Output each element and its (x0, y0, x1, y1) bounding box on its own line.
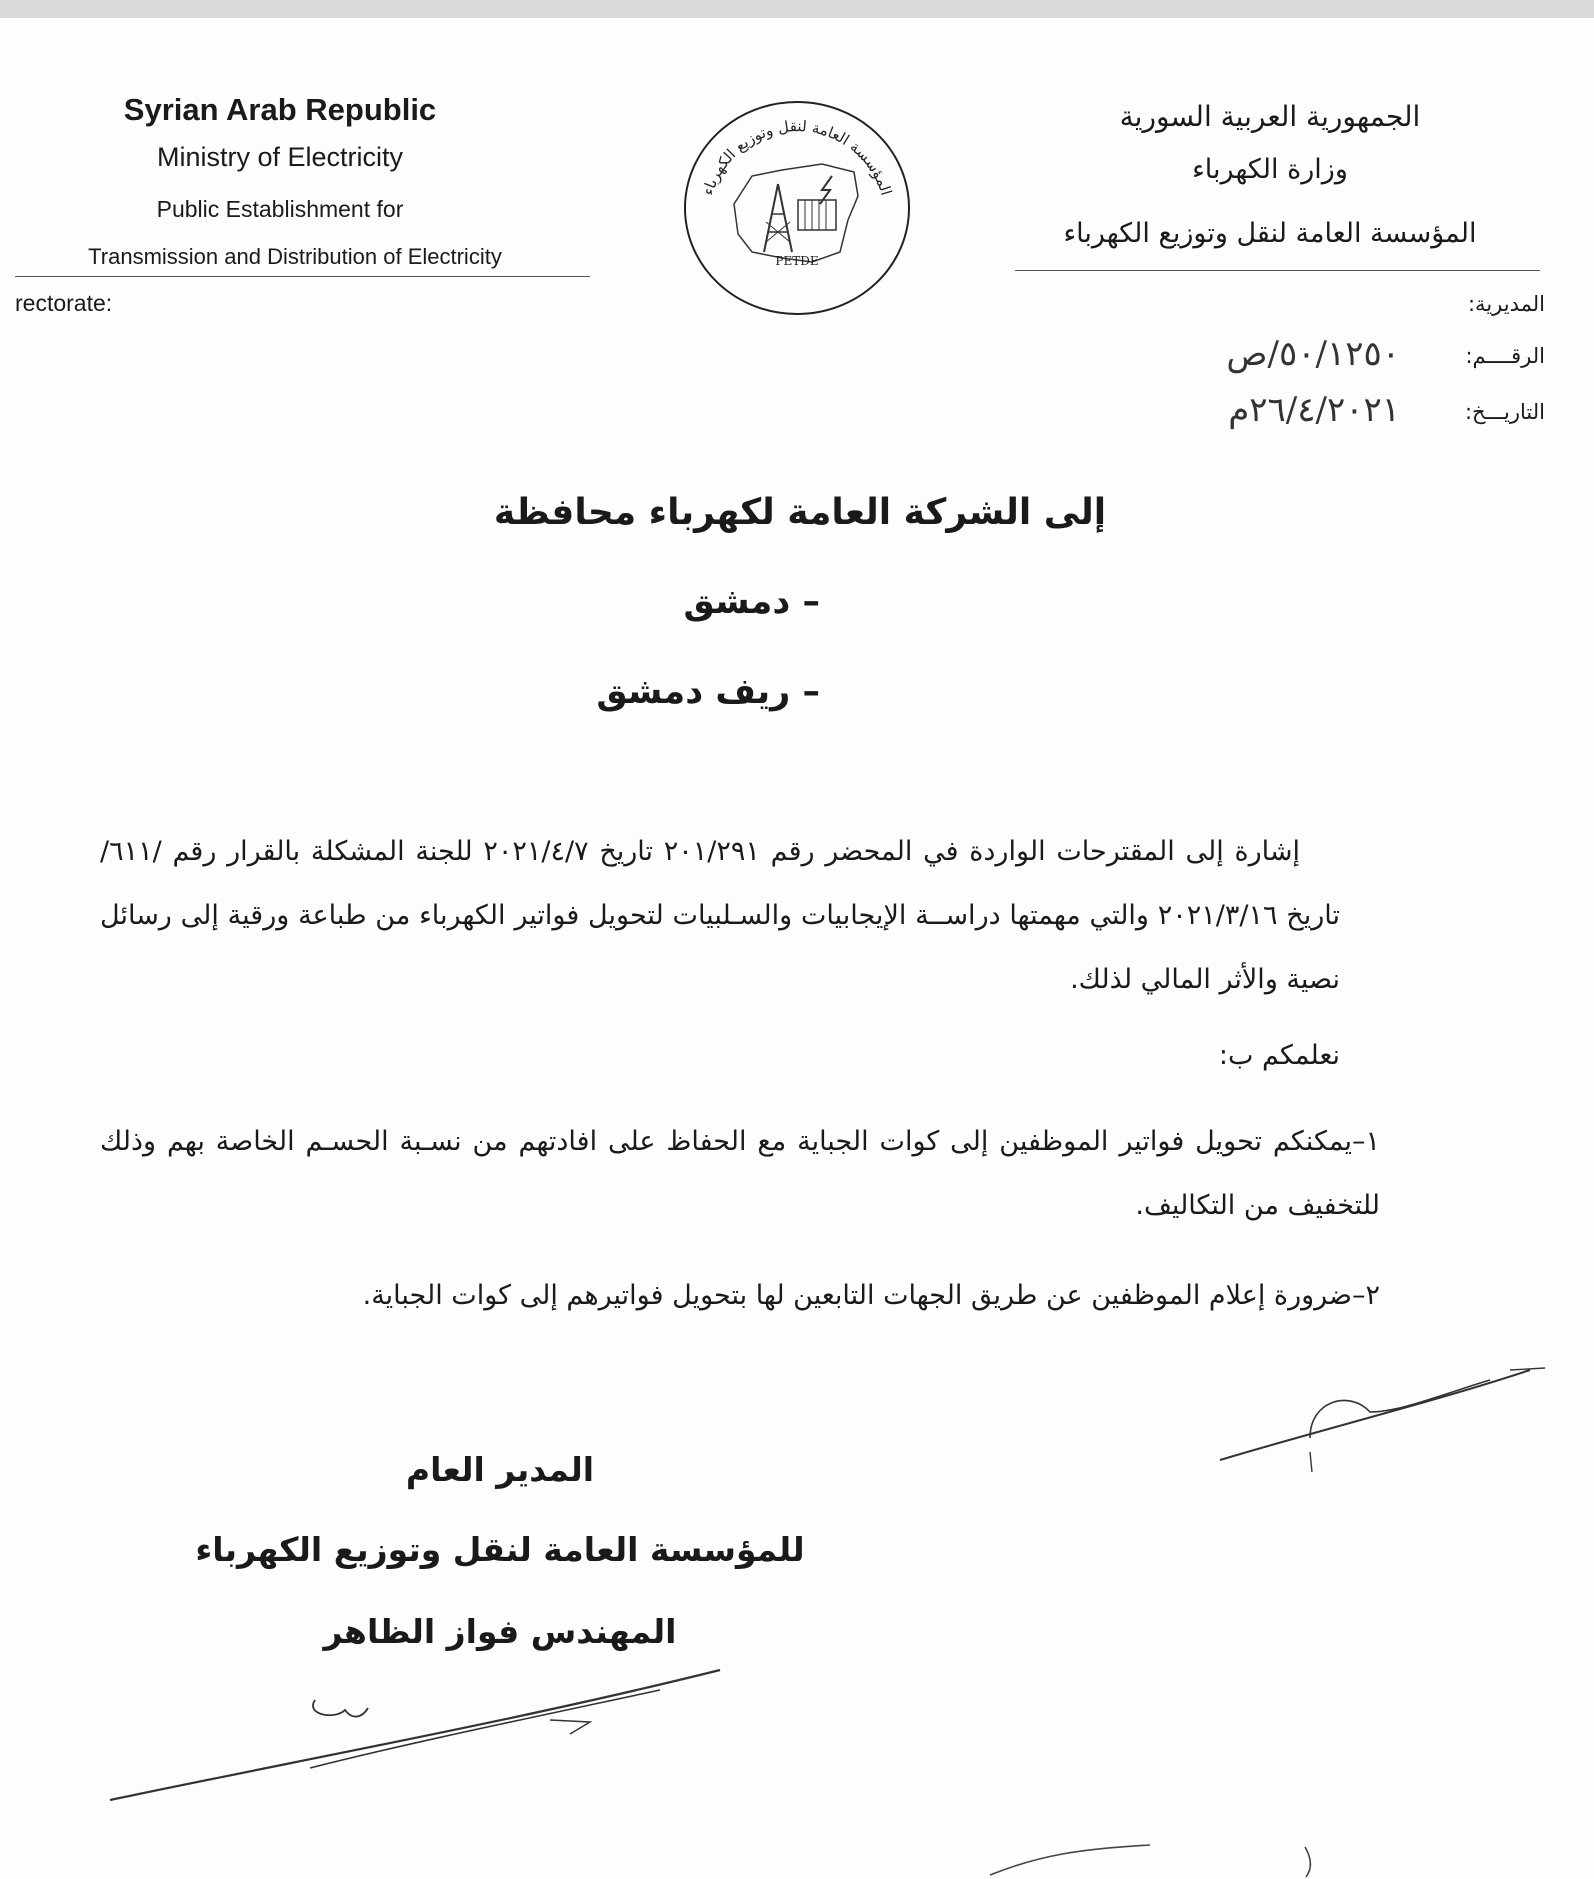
logo-seal (672, 92, 922, 322)
ar-directorate-label: المديرية: (1467, 292, 1545, 316)
svg-text:المؤسسة العامة لنقل وتوزيع الك (699, 117, 896, 197)
scan-top-band (0, 0, 1594, 18)
ar-country: الجمهورية العربية السورية (1119, 100, 1421, 133)
page-edge-scribble (980, 1835, 1340, 1879)
en-header-rule (15, 276, 590, 277)
addressee-line3: – ريف دمشق (596, 672, 820, 712)
addressee-line1: إلى الشركة العامة لكهرباء محافظة (493, 492, 1107, 533)
ar-number-label: الرقــــم: (1465, 344, 1545, 368)
ar-header-rule (1015, 270, 1540, 271)
signature-organization: للمؤسسة العامة لنقل وتوزيع الكهرباء (195, 1530, 805, 1569)
ar-ministry: وزارة الكهرباء (1192, 154, 1348, 185)
en-establishment-line1: Public Establishment for (156, 196, 404, 222)
body-item-1: ١–يمكنكم تحويل فواتير الموظفين إلى كوات الجباية مع الحفاظ على افادتهم من نسـبة الحسـم الخاصة بهم وذلك للتخفيف من التكاليف. (100, 1126, 1380, 1221)
en-country: Syrian Arab Republic (123, 92, 437, 127)
body-intro: نعلمكم ب: (1218, 1040, 1340, 1071)
body-paragraph: إشارة إلى المقترحات الواردة في المحضر رقم ٢٠١/٢٩١ تاريخ ٢٠٢١/٤/٧ للجنة المشكلة بالقرار رقم /٦١١/ تاريخ ٢٠٢١/٣/١٦ والتي مهمتها دراســة الإيجابيات والسـلبيات لتحويل فواتير الكهرباء من طباعة ورقية إلى رسائل نصية والأثر المالي لذلك. (100, 836, 1340, 995)
logo-ring-text: المؤسسة العامة لنقل وتوزيع الكهرباء (698, 117, 896, 198)
signature-name: المهندس فواز الظاهر (323, 1612, 677, 1651)
en-ministry: Ministry of Electricity (156, 142, 404, 172)
ar-establishment: المؤسسة العامة لنقل وتوزيع الكهرباء (1063, 218, 1477, 249)
logo-abbreviation: PETDE (775, 254, 819, 268)
ar-date-value: ٢٦/٤/٢٠٢١م (1228, 390, 1400, 430)
body-item-2: ٢–ضرورة إعلام الموظفين عن طريق الجهات التابعين لها بتحويل فواتيرهم إلى كوات الجباية. (362, 1280, 1380, 1311)
en-establishment-line2: Transmission and Distribution of Electricity (88, 244, 502, 269)
en-directorate-label: rectorate: (15, 290, 113, 316)
handwritten-signature-mark (1200, 1360, 1550, 1480)
ar-number-value: ٥٠/١٢٥٠/ص (1226, 334, 1400, 374)
addressee-line2: – دمشق (683, 582, 820, 622)
map-tower-logo-icon (672, 92, 922, 322)
signature-title: المدير العام (405, 1450, 595, 1489)
handwritten-initials-mark (100, 1650, 740, 1810)
ar-date-label: التاريـــخ: (1464, 400, 1545, 424)
